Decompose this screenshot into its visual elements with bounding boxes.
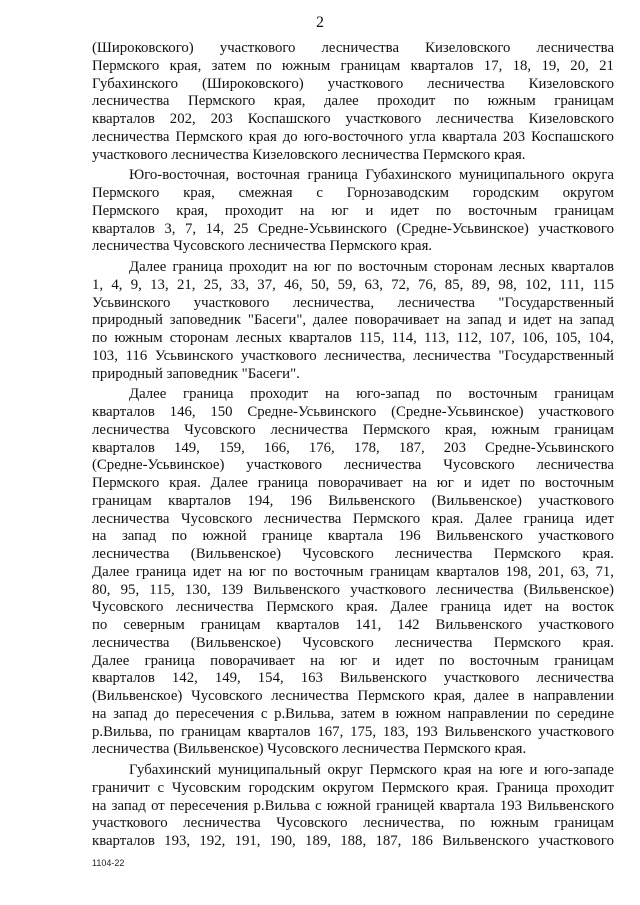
- text-line: Губахинский муниципальный округ Пермского края на юге и юго-западе: [129, 762, 614, 778]
- text-line: природный заповедник "Басеги".: [92, 365, 300, 382]
- document-body: [92, 40, 614, 854]
- text-line: лесничества (Вильвенское) Чусовского лесничества Пермского края.: [92, 546, 614, 562]
- text-line: лесничества Чусовского лесничества Пермского края.: [92, 238, 433, 255]
- paragraph: [92, 40, 614, 164]
- text-line: кварталов 146, 150 Средне-Усьвинского (Средне-Усьвинское) участкового: [92, 404, 615, 420]
- page-number: 2: [316, 14, 324, 31]
- text-line: Усьвинского участкового лесничества, лесничества "Государственный: [92, 294, 615, 311]
- text-line: 80, 95, 115, 130, 139 Вильвенского участкового лесничества (Вильвенское): [92, 581, 614, 598]
- text-line: лесничества Пермского края до юго-восточного угла квартала 203 Коспашского: [92, 128, 614, 145]
- text-line: лесничества Пермского края, далее проходит по южным границам: [92, 93, 614, 110]
- text-line: по южным сторонам лесных кварталов 115, 114, 113, 112, 107, 106, 105, 104,: [92, 330, 614, 346]
- text-line: Чусовского лесничества Пермского края. Далее граница идет на восток: [92, 599, 614, 616]
- text-line: на запад по южной границе квартала 196 Вильвенского участкового: [92, 528, 615, 545]
- text-line: Далее граница проходит на юго-запад по восточным границам: [129, 386, 614, 403]
- paragraph: [92, 167, 614, 256]
- text-line: Далее граница поворачивает на юг и идет по восточным границам: [92, 652, 614, 669]
- text-line: кварталов 142, 149, 154, 163 Вильвенского участкового лесничества: [92, 670, 614, 687]
- text-line: лесничества (Вильвенское) Чусовского лесничества Пермского края.: [92, 634, 614, 651]
- text-line: участкового лесничества Кизеловского лесничества Пермского края.: [92, 146, 526, 163]
- text-line: по северным границам кварталов 141, 142 Вильвенского участкового: [92, 617, 615, 633]
- text-line: Далее граница проходит на юг по восточным сторонам лесных кварталов: [129, 259, 614, 275]
- text-line: кварталов 202, 203 Коспашского участкового лесничества Кизеловского: [92, 111, 614, 127]
- text-line: участкового лесничества Чусовского лесничества, по южным границам: [92, 815, 615, 832]
- text-line: кварталов 193, 192, 191, 190, 189, 188, 187, 186 Вильвенского участкового: [92, 833, 614, 849]
- text-line: 103, 116 Усьвинского участкового лесничества, лесничества "Государственный: [92, 347, 614, 364]
- paragraph: [92, 386, 614, 759]
- text-line: природный заповедник "Басеги", далее поворачивает на запад и идет на запад: [92, 312, 615, 329]
- text-line: Пермского края. Далее граница поворачивает на юг и идет по восточным: [92, 475, 615, 491]
- text-line: граничит с Чусовским городским округом Пермского края. Граница проходит: [92, 779, 614, 796]
- text-line: р.Вильва, по границам кварталов 167, 175, 183, 193 Вильвенского участкового: [92, 723, 614, 740]
- text-line: Пермского края, смежная с Горнозаводским городским округом: [92, 185, 615, 201]
- text-line: Губахинского (Широковского) участкового лесничества Кизеловского: [92, 75, 614, 92]
- text-line: на запад до пересечения с р.Вильва, затем в южном направлении по середине: [92, 705, 615, 722]
- paragraph: [92, 762, 614, 851]
- text-line: лесничества (Вильвенское) Чусовского лесничества Пермского края.: [92, 741, 527, 758]
- text-line: 1, 4, 9, 13, 21, 25, 33, 37, 46, 50, 59, 63, 72, 76, 85, 89, 98, 102, 111, 115: [92, 276, 615, 293]
- text-line: границам кварталов 194, 196 Вильвенского (Вильвенское) участкового: [92, 492, 614, 509]
- text-line: кварталов 149, 159, 166, 176, 178, 187, 203 Средне-Усьвинского: [92, 439, 614, 456]
- text-line: на запад от пересечения р.Вильва с южной границей квартала 193 Вильвенского: [92, 797, 615, 814]
- text-line: Далее граница идет на юг по восточным границам кварталов 198, 201, 63, 71,: [92, 563, 614, 580]
- text-line: Пермского края, затем по южным границам кварталов 17, 18, 19, 20, 21: [92, 57, 614, 74]
- text-line: Юго-восточная, восточная граница Губахинского муниципального округа: [129, 167, 614, 184]
- text-line: (Вильвенское) Чусовского лесничества Пермского края, далее в направлении: [92, 688, 615, 704]
- text-line: кварталов 3, 7, 14, 25 Средне-Усьвинского (Средне-Усьвинское) участкового: [92, 220, 614, 237]
- text-line: (Широковского) участкового лесничества Кизеловского лесничества: [92, 40, 615, 56]
- document-code: 1104-22: [92, 858, 125, 868]
- text-line: Пермского края, проходит на юг и идет по восточным границам: [92, 202, 614, 219]
- text-line: лесничества Чусовского лесничества Пермского края, южным границам: [92, 421, 614, 438]
- text-line: лесничества Чусовского лесничества Пермского края. Далее граница идет: [92, 510, 614, 527]
- text-line: (Средне-Усьвинское) участкового лесничества Чусовского лесничества: [92, 457, 614, 474]
- paragraph: [92, 259, 614, 383]
